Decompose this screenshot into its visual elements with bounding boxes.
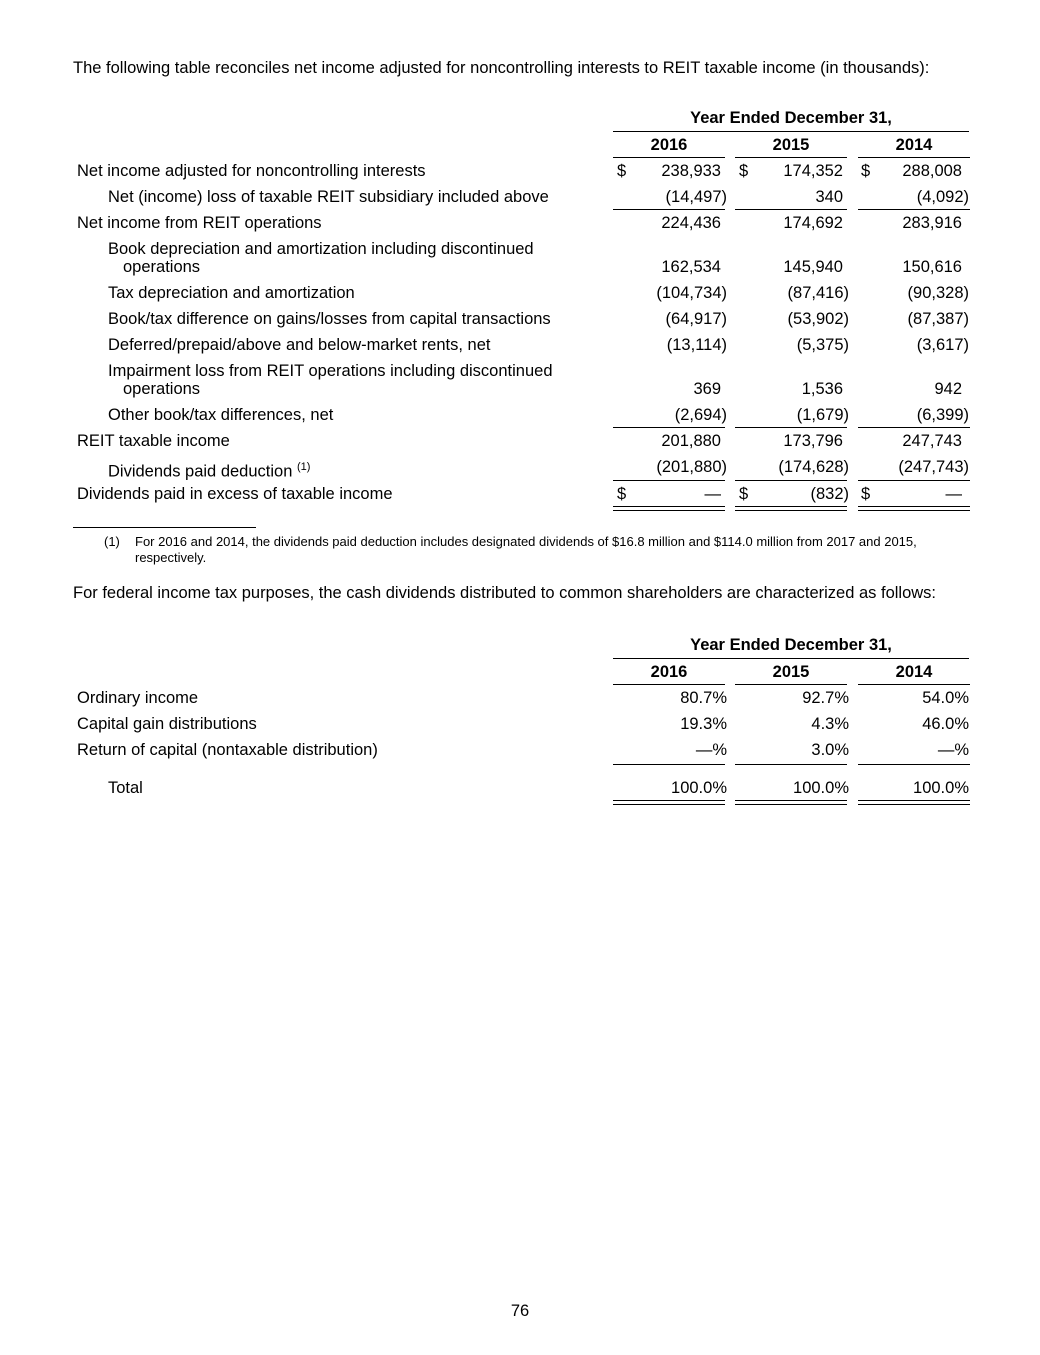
year-col-2014: 2014 — [895, 663, 933, 681]
table-cell: (14,497) — [665, 188, 727, 206]
year-rule — [858, 157, 970, 158]
row-label: Book/tax difference on gains/losses from capital transactions — [108, 310, 551, 328]
total-double-rule — [613, 800, 725, 805]
table-cell: (64,917) — [665, 310, 727, 328]
table-cell: 173,796 — [783, 432, 843, 450]
table-cell: 150,616 — [902, 258, 962, 276]
table-cell: 100.0% — [913, 779, 969, 797]
currency-sign: $ — [617, 162, 627, 180]
total-double-rule — [858, 800, 970, 805]
year-col-2014: 2014 — [895, 136, 933, 154]
table-cell: (6,399) — [916, 406, 969, 424]
row-label: Other book/tax differences, net — [108, 406, 334, 424]
table-cell: 174,692 — [783, 214, 843, 232]
table-cell: (90,328) — [907, 284, 969, 302]
table-cell: 100.0% — [671, 779, 727, 797]
subtotal-rule — [735, 209, 847, 210]
subtotal-rule — [858, 764, 970, 765]
subtotal-rule — [613, 480, 725, 481]
table-cell: (3,617) — [916, 336, 969, 354]
table-cell: 4.3% — [811, 715, 849, 733]
row-label: Book depreciation and amortization including discontinued — [108, 240, 534, 258]
year-col-2016: 2016 — [650, 136, 688, 154]
page-number: 76 — [510, 1302, 530, 1320]
table-cell: 942 — [934, 380, 962, 398]
year-col-2015: 2015 — [772, 663, 810, 681]
subtotal-rule — [858, 427, 970, 428]
row-label — [108, 458, 310, 482]
table-cell: —% — [937, 741, 969, 759]
table-cell: (201,880) — [656, 458, 727, 476]
table-cell: (5,375) — [796, 336, 849, 354]
header-rule — [613, 658, 969, 659]
currency-sign: $ — [617, 485, 627, 503]
row-label: Impairment loss from REIT operations including discontinued — [108, 362, 553, 380]
subtotal-rule — [735, 480, 847, 481]
table-cell: 46.0% — [922, 715, 969, 733]
footnote-ref: (1) — [296, 461, 311, 473]
subtotal-rule — [858, 209, 970, 210]
year-col-2015: 2015 — [772, 136, 810, 154]
year-rule — [735, 684, 847, 685]
table-cell: —% — [695, 741, 727, 759]
total-double-rule — [613, 506, 725, 511]
total-double-rule — [735, 800, 847, 805]
subtotal-rule — [613, 764, 725, 765]
table-cell: 174,352 — [783, 162, 843, 180]
table-cell: 224,436 — [661, 214, 721, 232]
subtotal-rule — [613, 427, 725, 428]
currency-sign: $ — [739, 485, 749, 503]
table-cell: 145,940 — [783, 258, 843, 276]
row-label: Capital gain distributions — [77, 715, 257, 733]
table-cell: (174,628) — [778, 458, 849, 476]
year-rule — [613, 684, 725, 685]
row-label: Deferred/prepaid/above and below-market rents, net — [108, 336, 491, 354]
total-double-rule — [858, 506, 970, 511]
row-label: Dividends paid in excess of taxable income — [77, 485, 393, 503]
row-label: Ordinary income — [77, 689, 199, 707]
table-cell: 283,916 — [902, 214, 962, 232]
row-label: Net (income) loss of taxable REIT subsidiary included above — [108, 188, 549, 206]
table-cell: 19.3% — [680, 715, 727, 733]
year-col-2016: 2016 — [650, 663, 688, 681]
currency-sign: $ — [739, 162, 749, 180]
table-cell: 54.0% — [922, 689, 969, 707]
table2-header: Year Ended December 31, — [690, 636, 892, 654]
currency-sign: $ — [861, 162, 871, 180]
row-label: REIT taxable income — [77, 432, 230, 450]
row-label-continued: operations — [123, 258, 201, 276]
table-cell: (1,679) — [796, 406, 849, 424]
table-cell: (13,114) — [666, 336, 727, 354]
row-label-text: Dividends paid deduction — [108, 462, 293, 481]
subtotal-rule — [858, 480, 970, 481]
table-cell: (87,387) — [907, 310, 969, 328]
subtotal-rule — [613, 209, 725, 210]
table-cell: (832) — [810, 485, 849, 503]
row-label: Total — [108, 779, 143, 797]
year-rule — [613, 157, 725, 158]
row-label: Net income from REIT operations — [77, 214, 322, 232]
table-cell: 247,743 — [902, 432, 962, 450]
table-cell: (2,694) — [674, 406, 727, 424]
header-rule — [613, 131, 969, 132]
currency-sign: $ — [861, 485, 871, 503]
table-cell: (247,743) — [898, 458, 969, 476]
table-cell: (87,416) — [787, 284, 849, 302]
footnote-separator — [73, 527, 256, 528]
table-cell: 288,008 — [902, 162, 962, 180]
subtotal-rule — [735, 427, 847, 428]
table-cell: (104,734) — [656, 284, 727, 302]
row-label: Net income adjusted for noncontrolling interests — [77, 162, 426, 180]
intro-paragraph: The following table reconciles net income adjusted for noncontrolling interests to REIT taxable income (in thousands): — [73, 59, 930, 77]
table-cell: 100.0% — [793, 779, 849, 797]
table-cell: — — [945, 485, 962, 503]
table-cell: 238,933 — [661, 162, 721, 180]
table-cell: 162,534 — [661, 258, 721, 276]
row-label: Tax depreciation and amortization — [108, 284, 355, 302]
total-double-rule — [735, 506, 847, 511]
table-cell: (4,092) — [916, 188, 969, 206]
footnote-marker: (1) — [104, 534, 120, 549]
year-rule — [735, 157, 847, 158]
table-cell: 201,880 — [661, 432, 721, 450]
row-label-continued: operations — [123, 380, 201, 398]
table-cell: 80.7% — [680, 689, 727, 707]
table-cell: 3.0% — [811, 741, 849, 759]
table-cell: 92.7% — [802, 689, 849, 707]
table1-header: Year Ended December 31, — [690, 109, 892, 127]
row-label: Return of capital (nontaxable distribution) — [77, 741, 378, 759]
footnote-text: For 2016 and 2014, the dividends paid deduction includes designated dividends of $16.8 million and $114.0 million from 2017 and 2015, respectively. — [135, 534, 917, 565]
table-cell: (53,902) — [787, 310, 849, 328]
year-rule — [858, 684, 970, 685]
table-cell: 369 — [693, 380, 721, 398]
table-cell: 340 — [815, 188, 843, 206]
table-cell: — — [704, 485, 721, 503]
table-cell: 1,536 — [801, 380, 843, 398]
subtotal-rule — [735, 764, 847, 765]
intro-paragraph-2: For federal income tax purposes, the cash dividends distributed to common shareholders are characterized as follows: — [73, 584, 937, 602]
